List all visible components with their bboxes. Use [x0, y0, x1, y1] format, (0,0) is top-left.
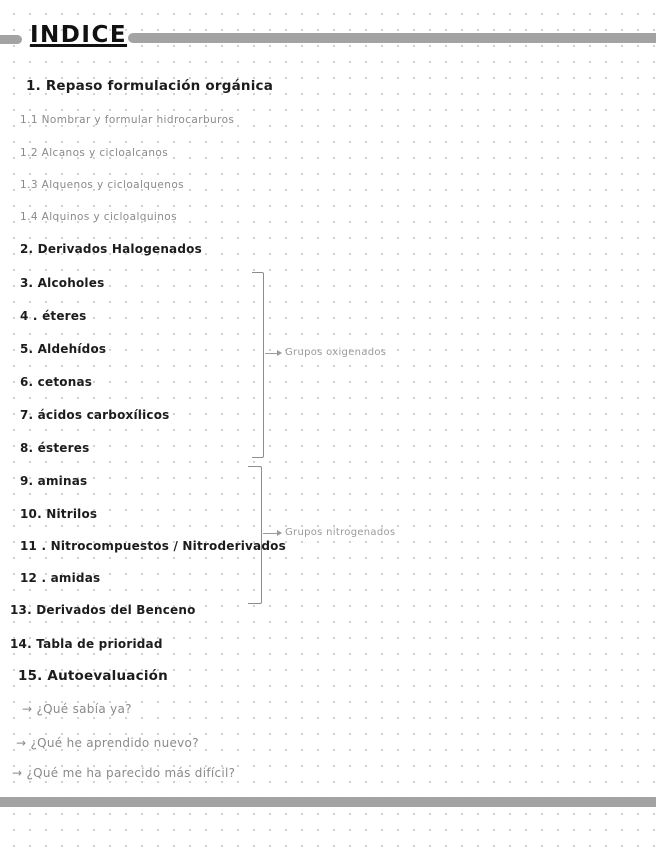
question-2-text: ¿Qué he aprendido nuevo? [30, 736, 199, 750]
index-item-15: 15. Autoevaluación [18, 668, 168, 684]
index-item-6: 6. cetonas [20, 375, 93, 389]
title-bar-right [128, 33, 656, 43]
index-subitem-1-2: 1.2 Alcanos y cicloalcanos [20, 147, 169, 159]
bottom-bar [0, 797, 656, 807]
index-item-3: 3. Alcoholes [20, 276, 105, 290]
index-item-11: 11 . Nitrocompuestos / Nitroderivados [20, 539, 286, 553]
oxygenated-arrow-icon [277, 350, 282, 356]
index-item-10: 10. Nitrilos [20, 507, 98, 521]
page-title: INDICE [30, 22, 128, 48]
arrow-right-icon: → [12, 766, 27, 780]
index-item-8: 8. ésteres [20, 441, 90, 455]
index-item-7: 7. ácidos carboxílicos [20, 408, 170, 422]
question-3 [12, 767, 235, 779]
question-1 [22, 703, 132, 715]
title-bar-left [0, 35, 22, 44]
group-label-oxygenated: Grupos oxigenados [285, 347, 387, 358]
nitrogenated-arrow-icon [277, 530, 282, 536]
group-label-nitrogenated: Grupos nitrogenados [285, 527, 396, 538]
oxygenated-bracket [252, 272, 264, 458]
index-item-4: 4 . éteres [20, 309, 87, 323]
index-item-14: 14. Tabla de prioridad [10, 637, 163, 651]
nitrogenated-bracket [248, 466, 262, 604]
question-1-text: ¿Qué sabía ya? [36, 702, 132, 716]
arrow-right-icon: → [22, 702, 37, 716]
index-item-9: 9. aminas [20, 474, 88, 488]
index-subitem-1-1: 1.1 Nombrar y formular hidrocarburos [20, 114, 235, 126]
index-subitem-1-4: 1.4 Alquinos y cicloalquinos [20, 211, 177, 223]
arrow-right-icon: → [16, 736, 31, 750]
index-subitem-1-3: 1.3 Alquenos y cicloalquenos [20, 179, 185, 191]
index-item-12: 12 . amidas [20, 571, 101, 585]
question-2 [16, 737, 199, 749]
index-item-2: 2. Derivados Halogenados [20, 242, 202, 256]
index-item-1: 1. Repaso formulación orgánica [26, 78, 274, 94]
index-item-13: 13. Derivados del Benceno [10, 603, 196, 617]
index-item-5: 5. Aldehídos [20, 342, 107, 356]
question-3-text: ¿Qué me ha parecido más difícil? [26, 766, 236, 780]
nitrogenated-arrow-line [263, 533, 278, 534]
